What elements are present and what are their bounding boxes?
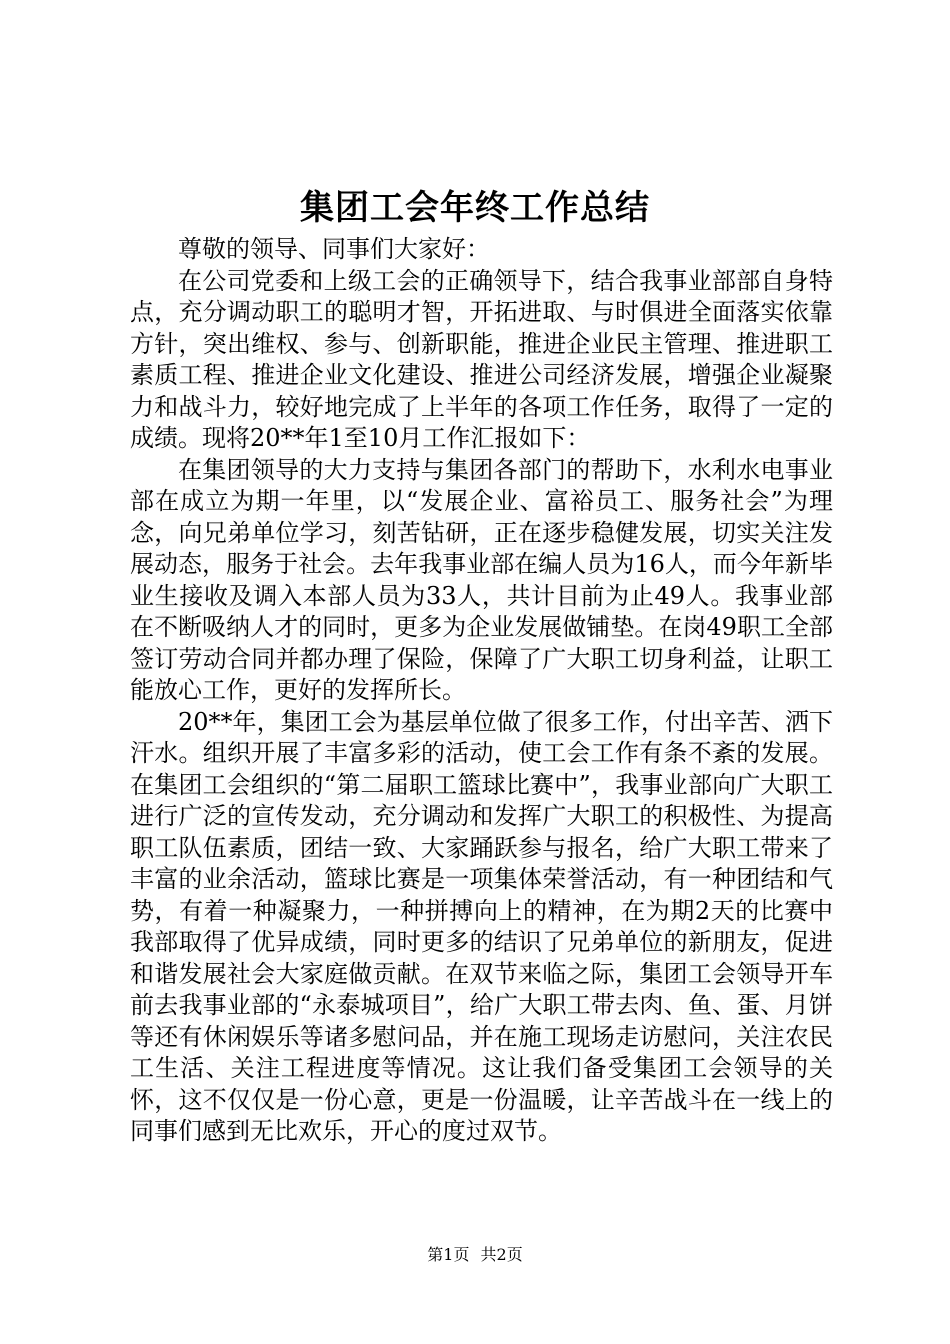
intro-paragraph: 在公司党委和上级工会的正确领导下，结合我事业部部自身特点，充分调动职工的聪明才智，开拓进取、与时俱进全面落实依靠方针，突出维权、参与、创新职能，推进企业民主管理、推进职工素质工程、推进企业文化建设、推进公司经济发展，增强企业凝聚力和战斗力，较好地完成了上半年的各项工作任务，取得了一定的成绩。现将20**年1至10月工作汇报如下： xyxy=(130,266,833,452)
activities-paragraph: 20**年，集团工会为基层单位做了很多工作，付出辛苦、洒下汗水。组织开展了丰富多彩的活动，使工会工作有条不紊的发展。在集团工会组织的“第二届职工篮球比赛中”，我事业部向广大职工进行广泛的宣传发动，充分调动和发挥广大职工的积极性、为提高职工队伍素质，团结一致、大家踊跃参与报名，给广大职工带来了丰富的业余活动，篮球比赛是一项集体荣誉活动，有一种团结和气势，有着一种凝聚力，一种拼搏向上的精神，在为期2天的比赛中我部取得了优异成绩，同时更多的结识了兄弟单位的新朋友，促进和谐发展社会大家庭做贡献。在双节来临之际，集团工会领导开车前去我事业部的“永泰城项目”，给广大职工带去肉、鱼、蛋、月饼等还有休闲娱乐等诸多慰问品，并在施工现场走访慰问，关注农民工生活、关注工程进度等情况。这让我们备受集团工会领导的关怀，这不仅仅是一份心意，更是一份温暖，让辛苦战斗在一线上的同事们感到无比欢乐，开心的度过双节。 xyxy=(130,707,833,1145)
page-total: 共2页 xyxy=(480,1245,523,1264)
page-footer xyxy=(0,1245,950,1265)
document-title: 集团工会年终工作总结 xyxy=(300,188,650,228)
greeting-paragraph: 尊敬的领导、同事们大家好： xyxy=(178,235,490,263)
department-paragraph: 在集团领导的大力支持与集团各部门的帮助下，水利水电事业部在成立为期一年里，以“发展企业、富裕员工、服务社会”为理念，向兄弟单位学习，刻苦钻研，正在逐步稳健发展，切实关注发展动态，服务于社会。去年我事业部在编人员为16人，而今年新毕业生接收及调入本部人员为33人，共计目前为止49人。我事业部在不断吸纳人才的同时，更多为企业发展做铺垫。在岗49职工全部签订劳动合同并都办理了保险，保障了广大职工切身利益，让职工能放心工作，更好的发挥所长。 xyxy=(130,455,833,704)
page-number: 第1页 xyxy=(427,1245,470,1264)
document-body xyxy=(130,234,833,1148)
